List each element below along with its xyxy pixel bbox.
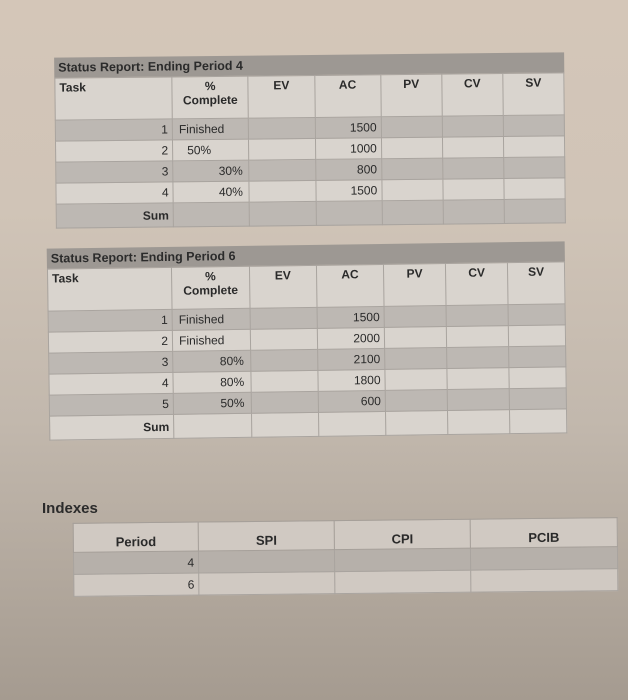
pv-cell[interactable] — [385, 369, 447, 391]
pct-complete: 40% — [173, 181, 250, 203]
cpi-cell[interactable] — [335, 570, 471, 593]
pcib-cell[interactable] — [471, 569, 618, 593]
ev-cell[interactable] — [251, 370, 318, 392]
col-header-pcib: PCIB — [470, 518, 617, 549]
spi-cell[interactable] — [199, 550, 335, 573]
pv-cell[interactable] — [381, 158, 442, 180]
sum-cv-cell[interactable] — [443, 199, 504, 224]
cv-cell[interactable] — [446, 305, 508, 327]
cv-cell[interactable] — [442, 157, 503, 179]
ac-cell: 2100 — [317, 348, 384, 370]
cv-cell[interactable] — [447, 368, 509, 390]
sum-sv-cell[interactable] — [510, 409, 567, 434]
task-id: 3 — [56, 161, 173, 183]
ev-cell[interactable] — [249, 180, 315, 202]
sv-cell[interactable] — [508, 304, 565, 326]
sum-ev-cell[interactable] — [250, 201, 316, 226]
sum-sv-cell[interactable] — [504, 199, 565, 224]
cv-cell[interactable] — [446, 326, 508, 348]
col-header-task: Task — [55, 77, 172, 120]
ac-cell: 1500 — [315, 117, 381, 139]
col-header-task: Task — [47, 267, 172, 311]
cv-cell[interactable] — [447, 389, 509, 411]
col-header-cpi: CPI — [334, 519, 470, 549]
sum-label: Sum — [50, 414, 174, 440]
sum-label: Sum — [56, 203, 173, 228]
cpi-cell[interactable] — [335, 548, 471, 571]
pv-cell[interactable] — [381, 116, 442, 138]
pct-complete: Finished — [172, 329, 250, 351]
sv-cell[interactable] — [509, 367, 566, 389]
col-header-spi: SPI — [198, 521, 334, 551]
pct-complete: 80% — [173, 371, 251, 393]
indexes-table — [73, 517, 619, 597]
col-header-pv: PV — [383, 264, 446, 307]
cv-cell[interactable] — [442, 136, 503, 158]
ev-cell[interactable] — [249, 159, 315, 181]
sum-ac-cell[interactable] — [318, 411, 386, 436]
sum-pv-cell[interactable] — [386, 411, 448, 436]
task-id: 5 — [49, 393, 173, 416]
ac-cell: 800 — [315, 159, 381, 181]
sum-cv-cell[interactable] — [448, 410, 510, 435]
sv-cell[interactable] — [504, 178, 565, 200]
task-id: 2 — [55, 140, 172, 162]
pv-cell[interactable] — [385, 348, 447, 370]
sv-cell[interactable] — [509, 346, 566, 368]
pct-complete: 30% — [173, 160, 250, 182]
spi-cell[interactable] — [199, 572, 335, 595]
sum-ev-cell[interactable] — [251, 412, 319, 437]
status-report-period-4 — [54, 52, 566, 228]
ac-cell: 600 — [318, 390, 385, 412]
pct-complete: Finished — [172, 308, 250, 330]
sv-cell[interactable] — [503, 136, 564, 158]
header-row — [47, 262, 565, 311]
sv-cell[interactable] — [509, 388, 566, 410]
ac-cell: 2000 — [317, 327, 384, 349]
period-value: 6 — [74, 573, 199, 596]
col-header-sv: SV — [508, 262, 565, 305]
pcib-cell[interactable] — [471, 547, 618, 571]
ac-cell: 1800 — [318, 369, 385, 391]
col-header-ev: EV — [249, 265, 317, 308]
col-header-pct-complete: % Complete — [172, 76, 249, 119]
report-title: Status Report: Ending Period 4 — [54, 52, 564, 77]
pct-complete: 50% — [173, 392, 251, 414]
col-header-cv: CV — [445, 263, 508, 306]
task-id: 1 — [55, 119, 172, 141]
sv-cell[interactable] — [508, 325, 565, 347]
pv-cell[interactable] — [385, 390, 447, 412]
ev-cell[interactable] — [249, 117, 315, 139]
ac-cell: 1500 — [315, 180, 381, 202]
sum-pv-cell[interactable] — [382, 200, 443, 225]
indexes-table-wrap — [73, 517, 619, 597]
col-header-cv: CV — [442, 73, 504, 116]
table-row — [74, 569, 618, 597]
indexes-heading: Indexes — [42, 500, 98, 517]
sum-pct-cell — [174, 413, 252, 438]
ac-cell: 1000 — [315, 138, 381, 160]
pv-cell[interactable] — [384, 306, 446, 328]
col-header-pv: PV — [381, 74, 443, 117]
sum-ac-cell[interactable] — [316, 201, 382, 226]
cv-cell[interactable] — [443, 178, 504, 200]
ev-cell[interactable] — [250, 349, 317, 371]
status-table — [47, 261, 567, 440]
col-header-sv: SV — [503, 73, 565, 116]
pv-cell[interactable] — [381, 137, 442, 159]
sum-pct-cell — [173, 202, 250, 227]
col-header-ev: EV — [248, 75, 315, 118]
col-header-ac: AC — [316, 264, 384, 307]
col-header-period: Period — [73, 522, 198, 552]
header-row — [55, 73, 564, 120]
task-id: 2 — [48, 330, 172, 353]
col-header-pct-complete: % Complete — [172, 266, 250, 309]
ev-cell[interactable] — [250, 307, 317, 329]
task-id: 3 — [49, 351, 173, 374]
pct-complete: Finished — [172, 118, 249, 140]
ev-cell[interactable] — [250, 328, 317, 350]
ev-cell[interactable] — [249, 138, 315, 160]
sv-cell[interactable] — [503, 115, 564, 137]
pv-cell[interactable] — [384, 327, 446, 349]
sum-row — [56, 199, 565, 228]
report-title: Status Report: Ending Period 6 — [47, 241, 565, 268]
cv-cell[interactable] — [447, 347, 509, 369]
sv-cell[interactable] — [504, 157, 565, 179]
pct-complete: 80% — [173, 350, 251, 372]
task-id: 1 — [48, 309, 172, 332]
task-id: 4 — [49, 372, 173, 395]
pv-cell[interactable] — [382, 179, 443, 201]
period-value: 4 — [73, 551, 198, 574]
col-header-ac: AC — [314, 75, 381, 118]
pct-complete: 50% — [173, 139, 250, 161]
ev-cell[interactable] — [251, 391, 318, 413]
status-report-period-6 — [47, 241, 568, 440]
status-table — [54, 72, 566, 228]
task-id: 4 — [56, 182, 173, 204]
ac-cell: 1500 — [317, 306, 384, 328]
cv-cell[interactable] — [442, 115, 503, 137]
